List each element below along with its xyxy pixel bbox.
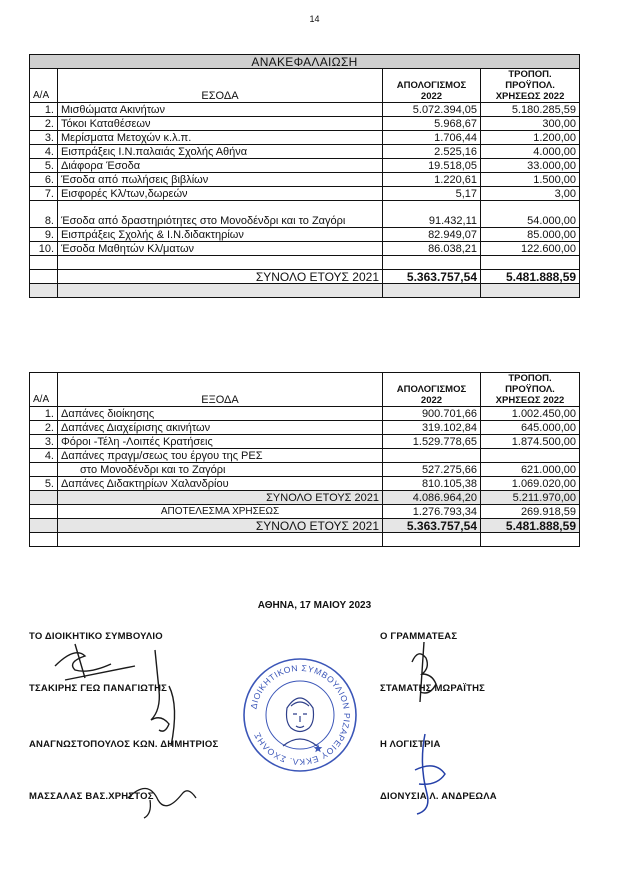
blank-cell [30,505,58,519]
row-description: Δαπάνες διοίκησης [58,407,383,421]
row-actual: 5.968,67 [383,117,481,131]
total-label: ΣΥΝΟΛΟ ΕΤΟΥΣ 2021 [58,519,383,533]
expense-header-row [30,373,580,407]
row-number: 3. [30,435,58,449]
row-budget: 645.000,00 [481,421,580,435]
board-member-1: ΤΣΑΚΙΡΗΣ ΓΕΩ ΠΑΝΑΓΙΩΤΗΣ [29,683,168,694]
budget-header: ΤΡΟΠΟΠ. ΠΡΟΫΠΟΛ. ΧΡΗΣΕΩΣ 2022 [481,373,580,407]
row-actual: 82.949,07 [383,228,481,242]
table-row [30,407,580,421]
row-budget: 4.000,00 [481,145,580,159]
table-row [30,228,580,242]
result-actual: 1.276.793,34 [383,505,481,519]
table-row [30,421,580,435]
row-actual: 2.525,16 [383,145,481,159]
row-actual: 1.529.778,65 [383,435,481,449]
row-actual: 1.706,44 [383,131,481,145]
table-row [30,187,580,201]
row-budget: 1.002.450,00 [481,407,580,421]
row-budget: 1.069.020,00 [481,477,580,491]
total-budget: 5.211.970,00 [481,491,580,505]
income-header: ΕΣΟΔΑ [58,69,383,103]
summary-title: ΑΝΑΚΕΦΑΛΑΙΩΣΗ [30,55,580,69]
actual-header: ΑΠΟΛΟΓΙΣΜΟΣ 2022 [383,373,481,407]
row-actual: 19.518,05 [383,159,481,173]
total-actual: 4.086.964,20 [383,491,481,505]
table-row [30,477,580,491]
row-number [30,463,58,477]
blank-cell [58,284,383,298]
aa-header: Α/Α [30,69,58,103]
row-number: 5. [30,159,58,173]
row-actual: 810.105,38 [383,477,481,491]
row-number: 3. [30,131,58,145]
row-actual: 1.220,61 [383,173,481,187]
row-number: 7. [30,187,58,201]
board-member-2: ΑΝΑΓΝΩΣΤΟΠΟΥΛΟΣ ΚΩΝ. ΔΗΜΗΤΡΙΟΣ [29,739,219,750]
row-number: 6. [30,173,58,187]
row-description: Εισπράξεις Ι.Ν.παλαιάς Σχολής Αθήνα [58,145,383,159]
total-label: ΣΥΝΟΛΟ ΕΤΟΥΣ 2021 [58,270,383,284]
board-title: ΤΟ ΔΙΟΙΚΗΤΙΚΟ ΣΥΜΒΟΥΛΙΟ [29,631,163,642]
blank-cell [30,533,58,547]
row-description: Εισφορές Κλ/των,δωρεών [58,187,383,201]
secretary-name: ΣΤΑΜΑΤΗΣ ΜΩΡΑΪΤΗΣ [380,683,486,694]
blank-cell [58,533,383,547]
row-description: Διάφορα Έσοδα [58,159,383,173]
row-actual: 527.275,66 [383,463,481,477]
row-number: 1. [30,407,58,421]
row-budget [481,449,580,463]
row-budget: 621.000,00 [481,463,580,477]
row-number: 4. [30,145,58,159]
row-budget: 1.500,00 [481,173,580,187]
expense-total-row [30,491,580,505]
total-actual: 5.363.757,54 [383,270,481,284]
result-label: ΑΠΟΤΕΛΕΣΜΑ ΧΡΗΣΕΩΣ [58,505,383,519]
income-total-row [30,270,580,284]
secretary-title: Ο ΓΡΑΜΜΑΤΕΑΣ [380,631,458,642]
row-budget: 5.180.285,59 [481,103,580,117]
svg-text:ΔΙΟΙΚΗΤΙΚΟΝ ΣΥΜΒΟΥΛΙΟΝ ΡΙΖΑΡΕΙ [248,663,352,767]
blank-cell [481,533,580,547]
board-member-3: ΜΑΣΣΑΛΑΣ ΒΑΣ.ΧΡΗΣΤΟΣ [29,791,154,802]
row-actual: 86.038,21 [383,242,481,256]
row-number: 2. [30,117,58,131]
table-row [30,117,580,131]
blank-cell [481,284,580,298]
signature-anagnostopoulos [135,646,195,756]
table-row [30,449,580,463]
signature-andreola [395,730,455,820]
row-actual: 5,17 [383,187,481,201]
row-description: Μερίσματα Μετοχών κ.λ.π. [58,131,383,145]
official-stamp [241,656,359,774]
total-label: ΣΥΝΟΛΟ ΕΤΟΥΣ 2021 [58,491,383,505]
table-row [30,242,580,256]
blank-cell [481,256,580,270]
row-description: Μισθώματα Ακινήτων [58,103,383,117]
row-description: Φόροι -Τέλη -Λοιπές Κρατήσεις [58,435,383,449]
row-actual: 900.701,66 [383,407,481,421]
page-number: 14 [309,14,320,24]
expense-table [29,372,580,547]
row-budget: 300,00 [481,117,580,131]
summary-title-row [30,55,580,69]
table-row [30,435,580,449]
table-row [30,463,580,477]
row-description: Δαπάνες Διαχείρισης ακινήτων [58,421,383,435]
row-description: Δαπάνες Διδακτηρίων Χαλανδρίου [58,477,383,491]
income-header-row [30,69,580,103]
row-description: Έσοδα από δραστηριότητες στο Μονοδένδρι και το Ζαγόρι [58,201,383,228]
row-description: Τόκοι Καταθέσεων [58,117,383,131]
row-actual: 5.072.394,05 [383,103,481,117]
total-actual: 5.363.757,54 [383,519,481,533]
row-number: 2. [30,421,58,435]
row-actual: 91.432,11 [383,201,481,228]
date-line: ΑΘΗΝΑ, 17 ΜΑΙΟΥ 2023 [257,600,372,611]
blank-cell [383,256,481,270]
result-budget: 269.918,59 [481,505,580,519]
blank-row [30,284,580,298]
row-number: 1. [30,103,58,117]
portrait-icon [283,698,317,746]
row-description: Έσοδα Μαθητών Κλ/ματων [58,242,383,256]
table-row [30,201,580,228]
accountant-title: Η ΛΟΓΙΣΤΡΙΑ [380,739,441,750]
row-description: στο Μονοδένδρι και το Ζαγόρι [58,463,383,477]
row-description: Έσοδα από πωλήσεις βιβλίων [58,173,383,187]
row-number: 5. [30,477,58,491]
row-number: 10. [30,242,58,256]
blank-cell [30,519,58,533]
blank-cell [58,256,383,270]
blank-cell [383,284,481,298]
grand-total-row [30,519,580,533]
expense-header: ΕΞΟΔΑ [58,373,383,407]
row-number: 8. [30,201,58,228]
row-budget: 1.200,00 [481,131,580,145]
table-row [30,173,580,187]
total-budget: 5.481.888,59 [481,519,580,533]
row-budget: 85.000,00 [481,228,580,242]
row-description: Εισπράξεις Σχολής & Ι.Ν.διδακτηρίων [58,228,383,242]
table-row [30,159,580,173]
blank-row [30,256,580,270]
blank-cell [30,491,58,505]
blank-cell [30,284,58,298]
actual-header: ΑΠΟΛΟΓΙΣΜΟΣ 2022 [383,69,481,103]
row-actual: 319.102,84 [383,421,481,435]
row-budget: 33.000,00 [481,159,580,173]
aa-header: Α/Α [30,373,58,407]
budget-header: ΤΡΟΠΟΠ. ΠΡΟΫΠΟΛ. ΧΡΗΣΕΩΣ 2022 [481,69,580,103]
signature-massalas [120,770,210,820]
blank-cell [383,533,481,547]
row-budget: 54.000,00 [481,201,580,228]
signature-moraitis [400,640,450,710]
row-description: Δαπάνες πραγμ/σεως του έργου της ΡΕΣ [58,449,383,463]
row-budget: 3,00 [481,187,580,201]
total-budget: 5.481.888,59 [481,270,580,284]
stamp-text: ΔΙΟΙΚΗΤΙΚΟΝ ΣΥΜΒΟΥΛΙΟΝ ΡΙΖΑΡΕΙΟΥ ΕΚΚΛ. ΣΧΟΛΗΣ [248,662,353,768]
blank-cell [30,256,58,270]
income-table [29,54,580,298]
row-budget: 122.600,00 [481,242,580,256]
row-number: 4. [30,449,58,463]
row-budget: 1.874.500,00 [481,435,580,449]
row-number: 9. [30,228,58,242]
table-row [30,103,580,117]
table-row [30,131,580,145]
result-row [30,505,580,519]
blank-row [30,533,580,547]
blank-cell [30,270,58,284]
accountant-name: ΔΙΟΝΥΣΙΑ Λ. ΑΝΔΡΕΩΛΑ [380,791,497,802]
table-row [30,145,580,159]
row-actual [383,449,481,463]
